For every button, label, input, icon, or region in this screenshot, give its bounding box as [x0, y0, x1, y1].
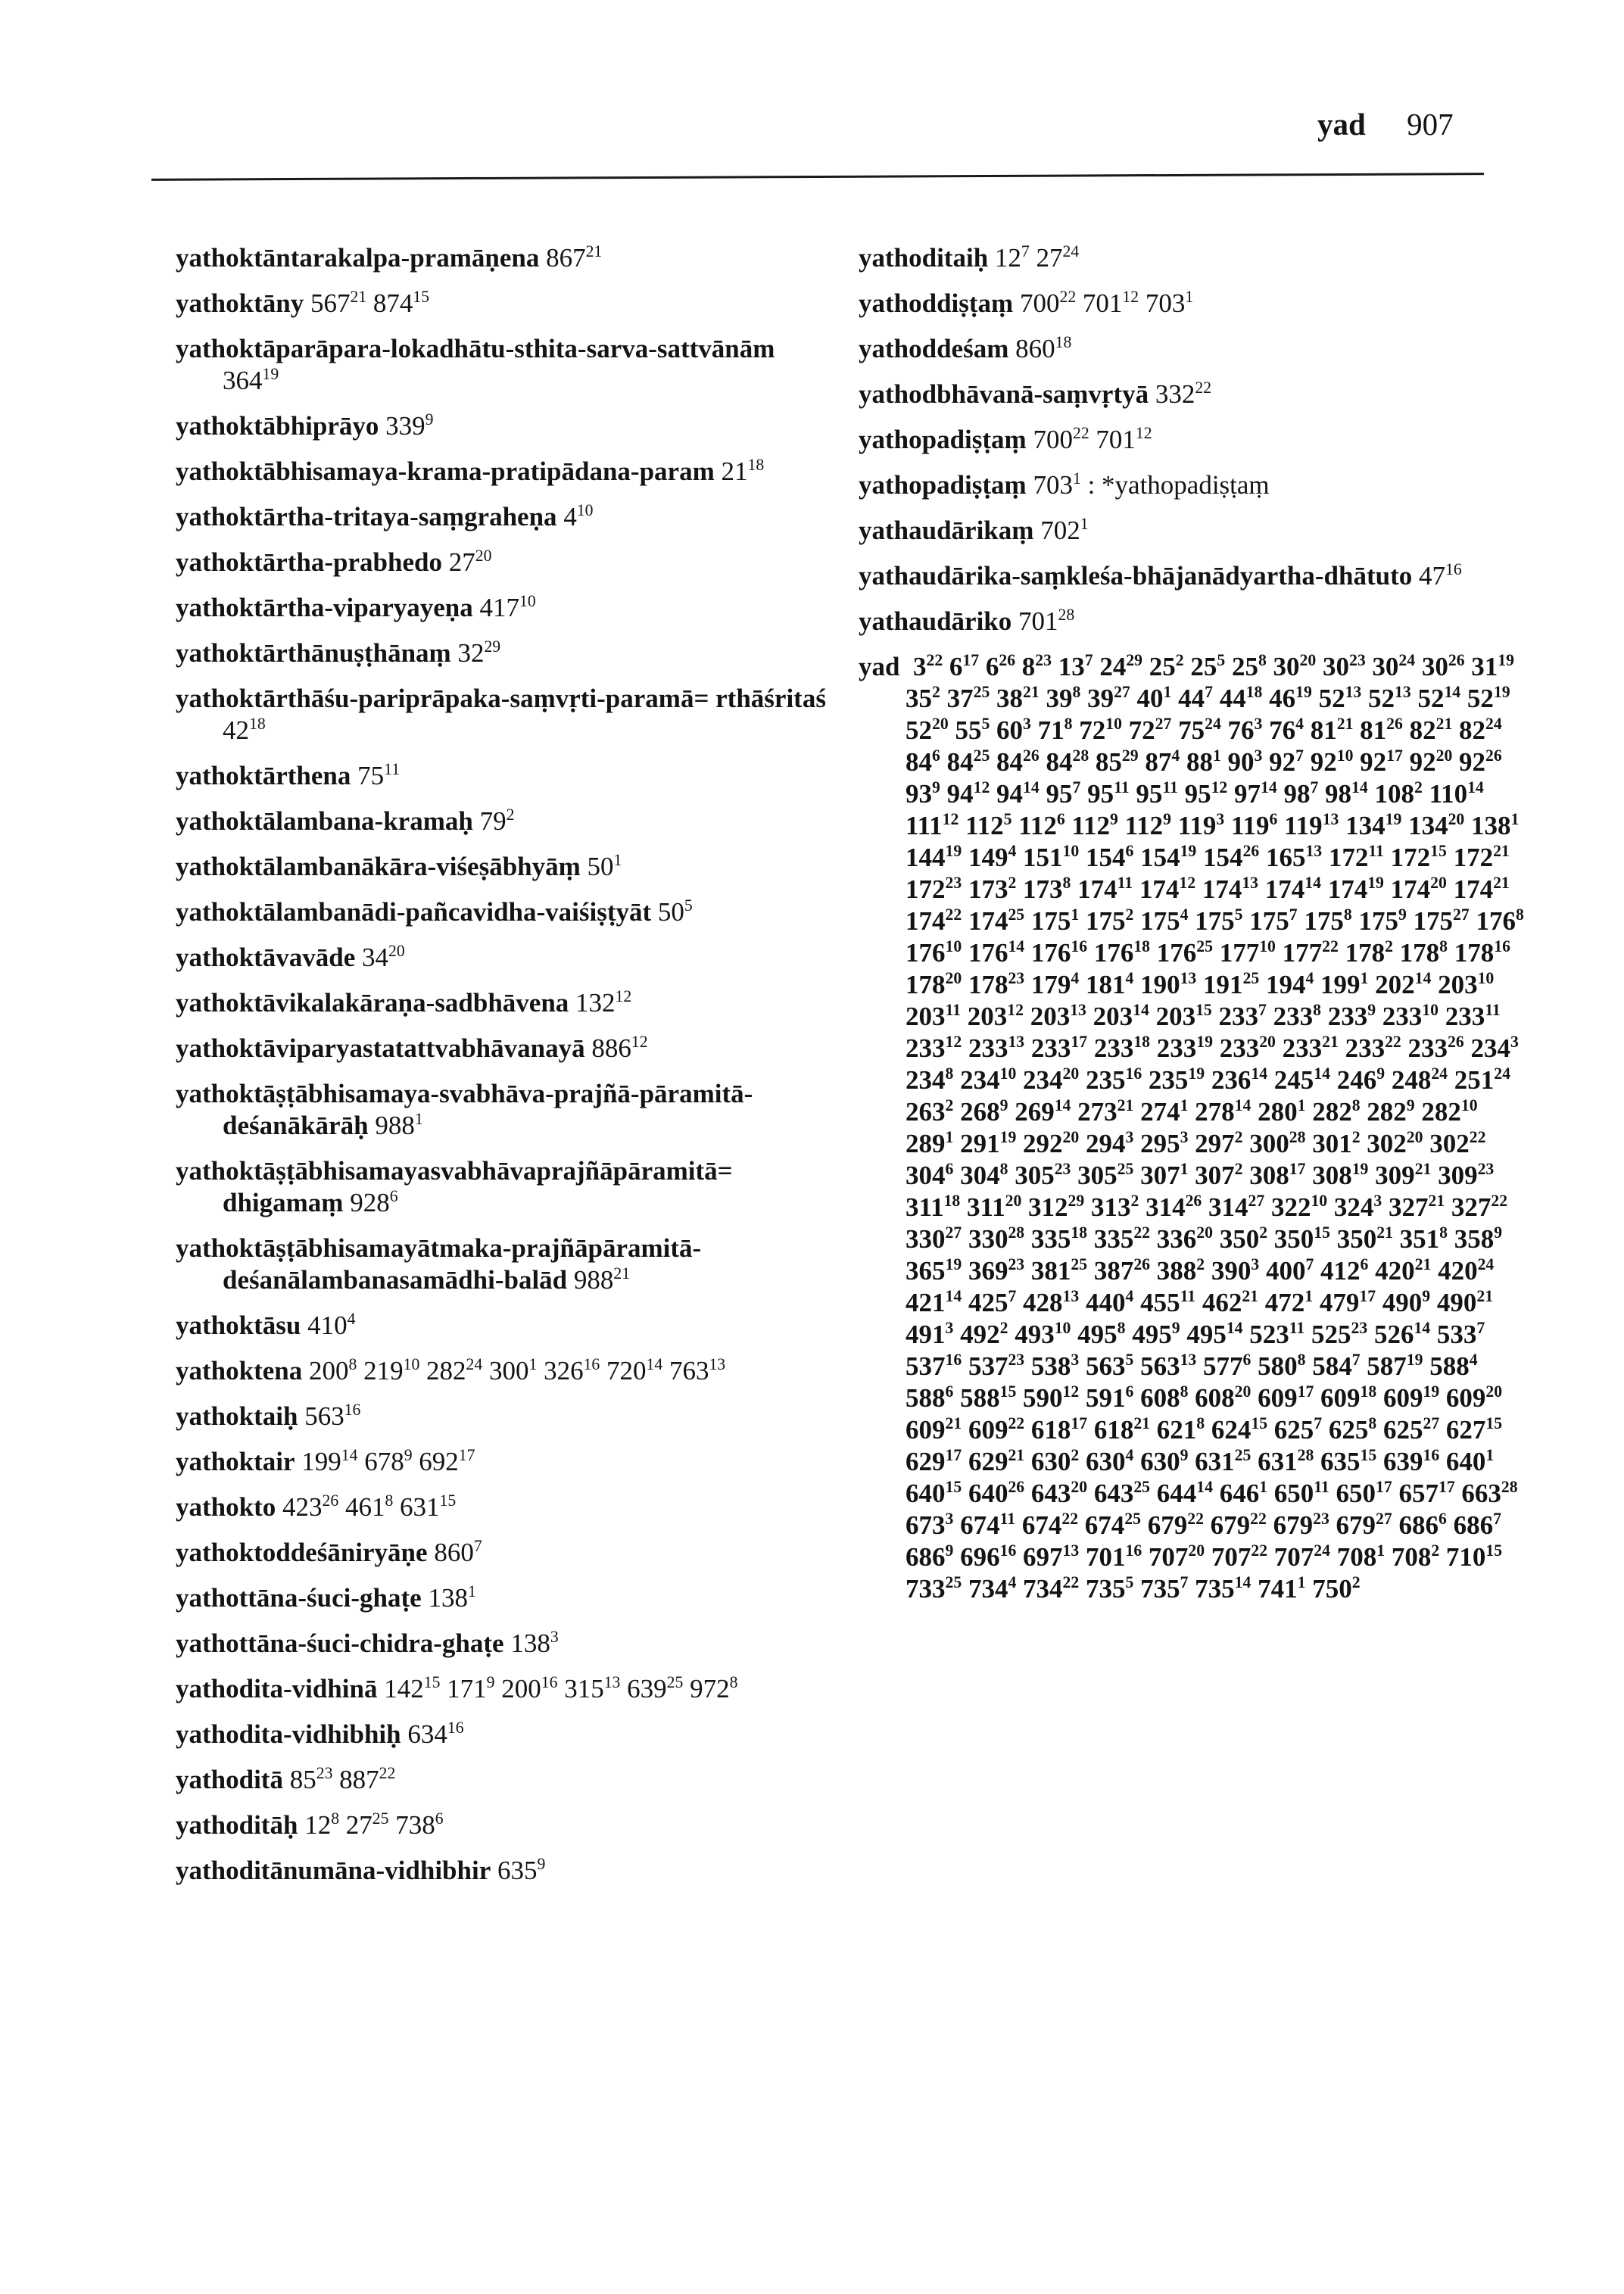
index-entry: [176, 987, 827, 1019]
entry-term: yathoktāvikalakāraṇa-sadbhāvena: [176, 988, 569, 1018]
entry-refs: $988^1$: [375, 1109, 423, 1140]
index-entry: [176, 942, 827, 974]
index-entry: [176, 1809, 827, 1841]
entry-term: yathodbhāvanā-saṃvṛtyā: [859, 379, 1149, 409]
entry-refs: $27^{20}$: [448, 546, 492, 577]
index-entry: [176, 1033, 827, 1064]
entry-term: yathopadiṣṭaṃ: [859, 470, 1027, 500]
index-entry: [176, 760, 827, 792]
index-entry: [176, 896, 827, 928]
entry-term: yathoktārtha-viparyayeṇa: [176, 593, 473, 622]
index-entry: [859, 606, 1525, 637]
index-entry: [176, 683, 827, 746]
index-entry: [176, 592, 827, 624]
entry-term: yathoktārtha-prabhedo: [176, 547, 442, 577]
index-entry: [176, 1446, 827, 1478]
entry-term: yathoktoddeśāniryāṇe: [176, 1538, 428, 1567]
index-entry: [176, 1233, 827, 1296]
entry-refs: $12^8$ $27^{25}$ $738^6$: [304, 1809, 444, 1840]
entry-term: yathokto: [176, 1492, 276, 1522]
index-entry: [176, 456, 827, 488]
entry-refs: $703^1$ : *yathopadiṣṭaṃ: [1033, 469, 1270, 500]
entry-term: yathoktāṣṭābhisamayasvabhāvaprajñāpāramitā= dhigamaṃ: [176, 1156, 733, 1217]
entry-term: yathaudāriko: [859, 606, 1012, 636]
entry-refs: $886^{12}$: [591, 1032, 648, 1063]
index-entry: [176, 1719, 827, 1750]
entry-term: yathoddeśam: [859, 334, 1009, 363]
entry-term: yathoktāntarakalpa-pramāṇena: [176, 243, 540, 273]
index-entry: [176, 547, 827, 578]
entry-refs: $635^9$: [497, 1854, 546, 1885]
index-entry: [859, 424, 1525, 456]
entry-term: yathoktāviparyastatattvabhāvanayā: [176, 1033, 585, 1063]
entry-refs: $339^9$: [385, 410, 434, 441]
entry-refs: $4^{10}$: [563, 500, 594, 531]
entry-refs: $50^5$: [657, 896, 693, 927]
index-entry: [859, 560, 1525, 592]
entry-term: yathoktābhisamaya-krama-pratipādana-param: [176, 457, 715, 486]
entry-term: yathoktārthāśu-pariprāpaka-saṃvṛti-paramā= rthāśritaś: [176, 684, 826, 713]
entry-refs: $563^{16}$: [304, 1400, 361, 1431]
index-entry: [176, 851, 827, 883]
entry-term: yathoditāḥ: [176, 1810, 298, 1840]
index-entry: [859, 515, 1525, 547]
entry-refs: $32^{29}$: [457, 637, 501, 668]
entry-refs: $50^1$: [587, 850, 622, 881]
left-column: [176, 242, 827, 1900]
index-entry: [176, 1355, 827, 1387]
entry-term: yathoddiṣṭaṃ: [859, 288, 1014, 318]
entry-term: yathopadiṣṭaṃ: [859, 425, 1027, 454]
entry-term: yathaudārika-saṃkleśa-bhājanādyartha-dhātuto: [859, 561, 1413, 591]
entry-term: yathoktārthena: [176, 761, 351, 790]
entry-refs: $702^1$: [1040, 514, 1089, 545]
entry-term: yathodita-vidhinā: [176, 1674, 378, 1703]
index-entry: [859, 379, 1525, 410]
entry-refs: $142^{15}$ $171^9$ $200^{16}$ $315^{13}$ $639^{25}$ $972^8$: [384, 1672, 738, 1703]
right-entry-list: [859, 242, 1525, 637]
entry-term: yathodita-vidhibhiḥ: [176, 1719, 401, 1749]
entry-refs: $34^{20}$: [362, 941, 405, 972]
index-entry: [859, 288, 1525, 319]
index-entry: [176, 637, 827, 669]
entry-refs: $634^{16}$: [407, 1718, 464, 1749]
index-entry: [176, 410, 827, 442]
entry-refs: $860^{18}$: [1015, 332, 1072, 363]
entry-term: yathoktārthānuṣṭhānaṃ: [176, 638, 451, 668]
entry-term: yathoktārtha-tritaya-saṃgraheṇa: [176, 502, 557, 531]
entry-refs: $332^{22}$: [1155, 378, 1212, 409]
entry-term: yathoditānumāna-vidhibhir: [176, 1856, 491, 1885]
entry-term: yad: [859, 652, 900, 681]
entry-refs: $21^{18}$: [721, 455, 765, 486]
entry-refs: $410^4$: [307, 1309, 356, 1340]
index-entry: [176, 1764, 827, 1796]
entry-refs: $701^{28}$: [1018, 605, 1075, 636]
entry-term: yathaudārikaṃ: [859, 516, 1034, 545]
index-entry: [176, 1673, 827, 1705]
index-entry: [176, 1401, 827, 1432]
entry-refs: $12^7$ $27^{24}$: [994, 242, 1080, 273]
right-column: [859, 242, 1525, 1619]
entry-refs: $42^{18}$: [223, 714, 266, 745]
entry-refs: $199^{14}$ $678^9$ $692^{17}$: [301, 1445, 475, 1476]
entry-term: yathoktāvavāde: [176, 943, 356, 972]
entry-refs: $132^{12}$: [575, 986, 632, 1018]
header-rule: [151, 173, 1484, 181]
entry-refs: $85^{23}$ $887^{22}$: [289, 1763, 396, 1794]
index-entry: [176, 1310, 827, 1342]
entry-refs: $423^{26}$ $461^8$ $631^{15}$: [282, 1491, 457, 1522]
page-number: 907: [1407, 107, 1454, 142]
entry-term: yathoktāsu: [176, 1311, 301, 1340]
index-entry: [176, 1155, 827, 1219]
index-entry: [176, 501, 827, 533]
entry-term: yathottāna-śuci-chidra-ghaṭe: [176, 1629, 504, 1658]
entry-term: yathoktālambana-kramaḥ: [176, 806, 473, 836]
entry-refs: $417^{10}$: [479, 591, 536, 622]
index-entry: [859, 242, 1525, 274]
entry-term: yathoktāṣṭābhisamayātmaka-prajñāpāramitā-deśanālambanasamādhi-balād: [176, 1233, 702, 1295]
entry-term: yathoktair: [176, 1447, 295, 1476]
entry-refs: $567^{21}$ $874^{15}$: [310, 287, 430, 318]
index-entry: [176, 806, 827, 837]
entry-term: yathoktālambanākāra-viśeṣābhyāṃ: [176, 852, 581, 881]
entry-term: yathoditaiḥ: [859, 243, 989, 273]
entry-refs: $988^{21}$: [573, 1264, 631, 1295]
entry-refs: $860^7$: [434, 1536, 482, 1567]
entry-refs: $138^3$: [510, 1627, 559, 1658]
index-entry: [859, 469, 1525, 501]
index-entry: [176, 1855, 827, 1887]
running-headword: yad: [1317, 107, 1366, 142]
index-entry: [176, 242, 827, 274]
entry-refs: $200^8$ $219^{10}$ $282^{24}$ $300^1$ $326^{16}$ $720^{14}$ $763^{13}$: [309, 1354, 726, 1385]
entry-refs: $79^2$: [479, 805, 515, 836]
entry-term: yathottāna-śuci-ghaṭe: [176, 1583, 422, 1613]
entry-refs: $700^{22}$ $701^{12}$ $703^1$: [1019, 287, 1194, 318]
index-entry: [859, 333, 1525, 365]
entry-refs: $3^{22}$ $6^{17}$ $6^{26}$ $8^{23}$ $13^7$ $24^{29}$ $25^2$ $25^5$ $25^8$ $30^{20}$ $30^{23}$ $30^{24}$ $30^{26}$ $31^{19}$ $35^2$ $37^{25}$ $38^{21}$ $39^8$ $39^{27}$ $40^1$ $44^7$ $44^{18}$ $46^{19}$ $52^{13}$ $52^{13}$ $52^{14}$ $52^{19}$ $52^{20}$ $55^5$ $60^3$ $71^8$ $72^{10}$ $72^{27}$ $75^{24}$ $76^3$ $76^4$ $81^{21}$ $81^{26}$ $82^{21}$ $82^{24}$ $84^6$ $84^{25}$ $84^{26}$ $84^{28}$ $85^{29}$ $87^4$ $88^1$ $90^3$ $92^7$ $92^{10}$ $92^{17}$ $92^{20}$ $92^{26}$ $93^9$ $94^{12}$ $94^{14}$ $95^7$ $95^{11}$ $95^{11}$ $95^{12}$ $97^{14}$ $98^7$ $98^{14}$ $108^2$ $110^{14}$ $111^{12}$ $112^5$ $112^6$ $112^9$ $112^9$ $119^3$ $119^6$ $119^{13}$ $134^{19}$ $134^{20}$ $138^1$ $144^{19}$ $149^4$ $151^{10}$ $154^6$ $154^{19}$ $154^{26}$ $165^{13}$ $172^{11}$ $172^{15}$ $172^{21}$ $172^{23}$ $173^2$ $173^8$ $174^{11}$ $174^{12}$ $174^{13}$ $174^{14}$ $174^{19}$ $174^{20}$ $174^{21}$ $174^{22}$ $174^{25}$ $175^1$ $175^2$ $175^4$ $175^5$ $175^7$ $175^8$ $175^9$ $175^{27}$ $176^8$ $176^{10}$ $176^{14}$ $176^{16}$ $176^{18}$ $176^{25}$ $177^{10}$ $177^{22}$ $178^2$ $178^8$ $178^{16}$ $178^{20}$ $178^{23}$ $179^4$ $181^4$ $190^{13}$ $191^{25}$ $194^4$ $199^1$ $202^{14}$ $203^{10}$ $203^{11}$ $203^{12}$ $203^{13}$ $203^{14}$ $203^{15}$ $233^7$ $233^8$ $233^9$ $233^{10}$ $233^{11}$ $233^{12}$ $233^{13}$ $233^{17}$ $233^{18}$ $233^{19}$ $233^{20}$ $233^{21}$ $233^{22}$ $233^{26}$ $234^3$ $234^8$ $234^{10}$ $234^{20}$ $235^{16}$ $235^{19}$ $236^{14}$ $245^{14}$ $246^9$ $248^{24}$ $251^{24}$ $263^2$ $268^9$ $269^{14}$ $273^{21}$ $274^1$ $278^{14}$ $280^1$ $282^8$ $282^9$ $282^{10}$ $289^1$ $291^{19}$ $292^{20}$ $294^3$ $295^3$ $297^2$ $300^{28}$ $301^2$ $302^{20}$ $302^{22}$ $304^6$ $304^8$ $305^{23}$ $305^{25}$ $307^1$ $307^2$ $308^{17}$ $308^{19}$ $309^{21}$ $309^{23}$ $311^{18}$ $311^{20}$ $312^{29}$ $313^2$ $314^{26}$ $314^{27}$ $322^{10}$ $324^3$ $327^{21}$ $327^{22}$ $330^{27}$ $330^{28}$ $335^{18}$ $335^{22}$ $336^{20}$ $350^2$ $350^{15}$ $350^{21}$ $351^8$ $358^9$ $365^{19}$ $369^{23}$ $381^{25}$ $387^{26}$ $388^2$ $390^3$ $400^7$ $412^6$ $420^{21}$ $420^{24}$ $421^{14}$ $425^7$ $428^{13}$ $440^4$ $455^{11}$ $462^{21}$ $472^1$ $479^{17}$ $490^9$ $490^{21}$ $491^3$ $492^2$ $493^{10}$ $495^8$ $495^9$ $495^{14}$ $523^{11}$ $525^{23}$ $526^{14}$ $533^7$ $537^{16}$ $537^{23}$ $538^3$ $563^5$ $563^{13}$ $577^6$ $580^8$ $584^7$ $587^{19}$ $588^4$ $588^6$ $588^{15}$ $590^{12}$ $591^6$ $608^8$ $608^{20}$ $609^{17}$ $609^{18}$ $609^{19}$ $609^{20}$ $609^{21}$ $609^{22}$ $618^{17}$ $618^{21}$ $621^8$ $624^{15}$ $625^7$ $625^8$ $625^{27}$ $627^{15}$ $629^{17}$ $629^{21}$ $630^2$ $630^4$ $630^9$ $631^{25}$ $631^{28}$ $635^{15}$ $639^{16}$ $640^1$ $640^{15}$ $640^{26}$ $643^{20}$ $643^{25}$ $644^{14}$ $646^1$ $650^{11}$ $650^{17}$ $657^{17}$ $663^{28}$ $673^3$ $674^{11}$ $674^{22}$ $674^{25}$ $679^{22}$ $679^{22}$ $679^{23}$ $679^{27}$ $686^6$ $686^7$ $686^9$ $696^{16}$ $697^{13}$ $701^{16}$ $707^{20}$ $707^{22}$ $707^{24}$ $708^1$ $708^2$ $710^{15}$ $733^{25}$ $734^4$ $734^{22}$ $735^5$ $735^7$ $735^{14}$ $741^1$ $750^2$: [906, 650, 1524, 1604]
entry-term: yathoktena: [176, 1356, 303, 1385]
entry-refs: $928^6$: [350, 1186, 398, 1217]
entry-term: yathoditā: [176, 1765, 283, 1794]
entry-term: yathoktāny: [176, 288, 304, 318]
entry-term: yathoktāparāpara-lokadhātu-sthita-sarva-sattvānām: [176, 334, 775, 363]
entry-refs: $364^{19}$: [223, 364, 279, 395]
index-entry: [176, 1491, 827, 1523]
index-entry: [176, 1078, 827, 1142]
entry-refs: $138^1$: [428, 1582, 476, 1613]
index-entry: [176, 288, 827, 319]
index-entry: [176, 1628, 827, 1660]
entry-refs: $75^{11}$: [357, 759, 401, 790]
yad-entry: [859, 651, 1525, 1605]
entry-term: yathoktāṣṭābhisamaya-svabhāva-prajñā-pāramitā-deśanākārāḥ: [176, 1079, 753, 1140]
running-header: [1317, 106, 1454, 142]
entry-term: yathoktālambanādi-pañcavidha-vaiśiṣṭyāt: [176, 897, 652, 927]
index-entry: [176, 333, 827, 397]
entry-refs: $700^{22}$ $701^{12}$: [1033, 423, 1152, 454]
index-entry: [176, 1537, 827, 1569]
entry-term: yathoktaiḥ: [176, 1401, 298, 1431]
index-entry: [176, 1582, 827, 1614]
entry-refs: $867^{21}$: [546, 242, 603, 273]
entry-term: yathoktābhiprāyo: [176, 411, 379, 441]
entry-refs: $47^{16}$: [1419, 559, 1462, 591]
